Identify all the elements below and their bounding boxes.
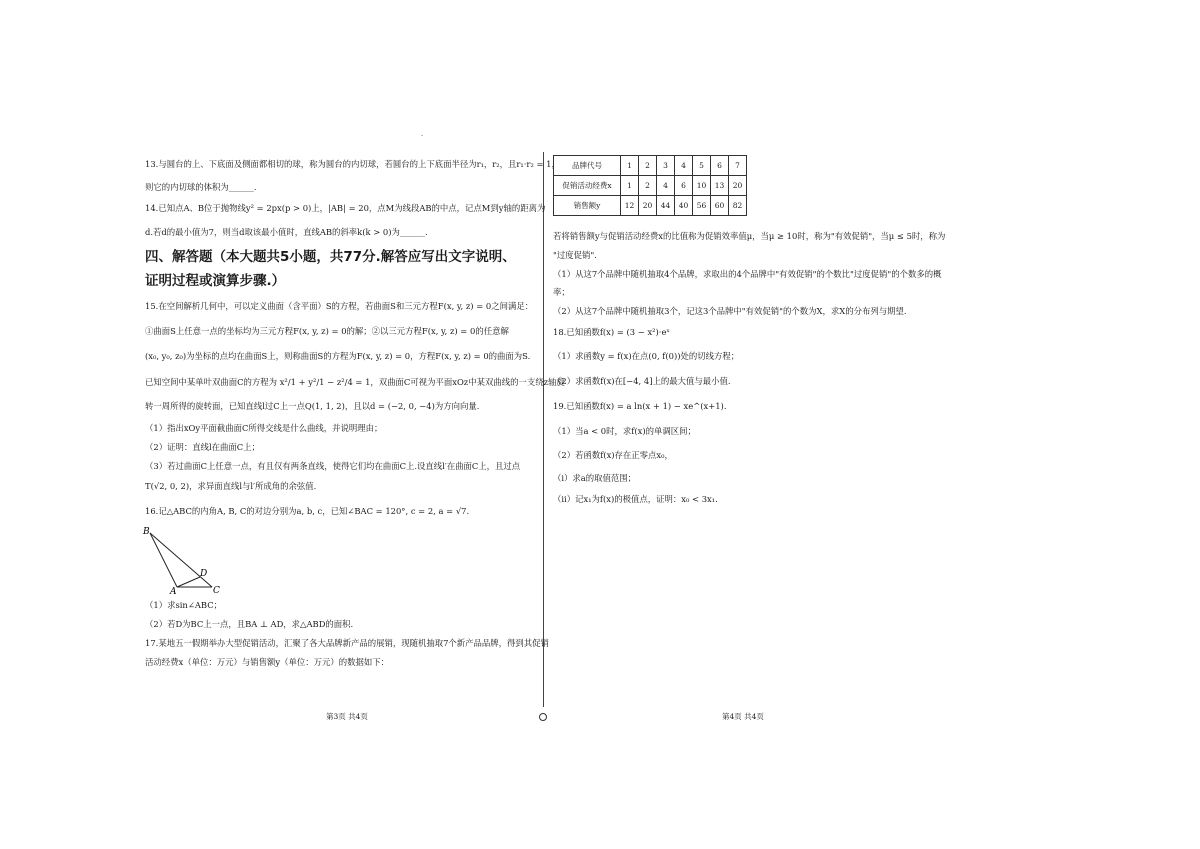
q19-sub-1: （1）当a < 0时，求f(x)的单调区间； <box>553 426 696 436</box>
q15-line-4: 已知空间中某单叶双曲面C的方程为 x²/1 + y²/1 − z²/4 = 1，双曲面C可视为平面xOz中某双曲线的一支绕z轴旋 <box>145 377 565 387</box>
binding-hole-icon <box>539 713 547 721</box>
table-cell: 20 <box>639 196 657 216</box>
table-cell: 2 <box>639 176 657 196</box>
table-cell: 7 <box>729 156 747 176</box>
q15-sub-1: （1）指出xOy平面截曲面C所得交线是什么曲线，并说明理由； <box>145 423 383 433</box>
q13-line-1: 13.与圆台的上、下底面及侧面都相切的球，称为圆台的内切球，若圆台的上下底面半径为r₁，r₂，且r₁·r₂ = 1， <box>145 159 560 169</box>
section-four-title-line-2: 证明过程或演算步骤.） <box>145 273 286 289</box>
q17-sub-1-line-1: （1）从这7个品牌中随机抽取4个品牌，求取出的4个品牌中"有效促销"的个数比"过度促销"的个数多的概 <box>553 269 942 279</box>
q18-sub-1: （1）求函数y = f(x)在点(0, f(0))处的切线方程； <box>553 351 740 361</box>
table-cell: 10 <box>693 176 711 196</box>
vertex-d-label: D <box>200 569 208 579</box>
table-cell: 20 <box>729 176 747 196</box>
q19-sub-2-i: （i）求a的取值范围； <box>553 473 637 483</box>
segment-ad <box>177 577 200 587</box>
table-row <box>554 156 747 176</box>
q19-line-1: 19.已知函数f(x) = a ln(x + 1) − xe^(x+1). <box>553 401 727 411</box>
q15-sub-3-line-1: （3）若过曲面C上任意一点，有且仅有两条直线，使得它们均在曲面C上.设直线l′在曲面C上，且过点 <box>145 461 521 471</box>
page-divider <box>543 152 544 707</box>
side-ba <box>150 533 177 587</box>
page-speck <box>421 135 423 136</box>
q17-sub-2: （2）从这7个品牌中随机抽取3个，记这3个品牌中"有效促销"的个数为X，求X的分布列与期望. <box>553 306 907 316</box>
table-cell: 2 <box>639 156 657 176</box>
table-cell: 82 <box>729 196 747 216</box>
table-cell: 4 <box>675 156 693 176</box>
table-row-header: 销售额y <box>554 196 621 216</box>
table-cell: 6 <box>675 176 693 196</box>
table-cell: 1 <box>621 176 639 196</box>
table-cell: 4 <box>657 176 675 196</box>
table-row <box>554 176 747 196</box>
promotion-data-table <box>553 155 747 216</box>
q14-line-1: 14.已知点A、B位于抛物线y² = 2px(p > 0)上，|AB| = 20，点M为线段AB的中点，记点M到y轴的距离为 <box>145 203 546 213</box>
table-cell: 56 <box>693 196 711 216</box>
q17-cont-line-2: "过度促销". <box>553 250 597 260</box>
q15-line-1: 15.在空间解析几何中，可以定义曲面（含平面）S的方程，若曲面S和三元方程F(x, y, z) = 0之间满足： <box>145 301 534 311</box>
q15-line-2: ①曲面S上任意一点的坐标均为三元方程F(x, y, z) = 0的解；②以三元方程F(x, y, z) = 0的任意解 <box>145 326 509 336</box>
q17-cont-line-1: 若将销售额y与促销活动经费x的比值称为促销效率值μ，当μ ≥ 10时，称为"有效促销"，当μ ≤ 5时，称为 <box>553 231 946 241</box>
q16-sub-2: （2）若D为BC上一点，且BA ⊥ AD，求△ABD的面积. <box>145 619 354 629</box>
table-cell: 40 <box>675 196 693 216</box>
table-cell: 3 <box>657 156 675 176</box>
vertex-b-label: B <box>143 527 150 537</box>
q15-line-3: (x₀, y₀, z₀)为坐标的点均在曲面S上，则称曲面S的方程为F(x, y, z) = 0，方程F(x, y, z) = 0的曲面为S. <box>145 351 531 361</box>
table-cell: 13 <box>711 176 729 196</box>
table-cell: 44 <box>657 196 675 216</box>
q16-line-1: 16.记△ABC的内角A, B, C的对边分别为a, b, c，已知∠BAC = 120°, c = 2, a = √7. <box>145 506 470 516</box>
section-four-title-line-1: 四、解答题（本大题共5小题，共77分.解答应写出文字说明、 <box>145 249 516 265</box>
q13-line-2: 则它的内切球的体积为______. <box>145 182 257 192</box>
triangle-abc-figure <box>140 525 230 595</box>
vertex-c-label: C <box>213 586 220 595</box>
q15-sub-2: （2）证明：直线l在曲面C上； <box>145 442 260 452</box>
table-row-header: 促销活动经费x <box>554 176 621 196</box>
table-cell: 6 <box>711 156 729 176</box>
q16-sub-1: （1）求sin∠ABC； <box>145 600 222 610</box>
q15-sub-3-line-2: T(√2, 0, 2)，求异面直线l与l′所成角的余弦值. <box>145 481 317 491</box>
q17-line-1: 17.某地五一假期举办大型促销活动，汇聚了各大品牌新产品的展销，现随机抽取7个新产品品牌，得到其促销 <box>145 638 549 648</box>
table-cell: 12 <box>621 196 639 216</box>
vertex-a-label: A <box>170 587 177 595</box>
q15-line-5: 转一周所得的旋转面，已知直线l过C上一点Q(1, 1, 2)，且以d = (−2, 0, −4)为方向向量. <box>145 401 480 411</box>
right-page-footer: 第4页 共4页 <box>722 712 764 721</box>
left-page-footer: 第3页 共4页 <box>326 712 368 721</box>
q18-line-1: 18.已知函数f(x) = (3 − x²)·eˣ <box>553 327 670 337</box>
q14-line-2: d.若d的最小值为7，则当d取该最小值时，直线AB的斜率k(k > 0)为______. <box>145 227 428 237</box>
table-cell: 5 <box>693 156 711 176</box>
q17-line-2: 活动经费x（单位：万元）与销售额y（单位：万元）的数据如下： <box>145 657 389 667</box>
table-row <box>554 196 747 216</box>
q17-sub-1-line-2: 率； <box>553 287 570 297</box>
q19-sub-2-ii: （ii）记x₁为f(x)的极值点，证明：x₀ < 3x₁. <box>553 494 718 504</box>
table-row-header: 品牌代号 <box>554 156 621 176</box>
q19-sub-2: （2）若函数f(x)存在正零点x₀， <box>553 450 673 460</box>
table-cell: 1 <box>621 156 639 176</box>
table-cell: 60 <box>711 196 729 216</box>
q18-sub-2: （2）求函数f(x)在[−4, 4]上的最大值与最小值. <box>553 376 731 386</box>
